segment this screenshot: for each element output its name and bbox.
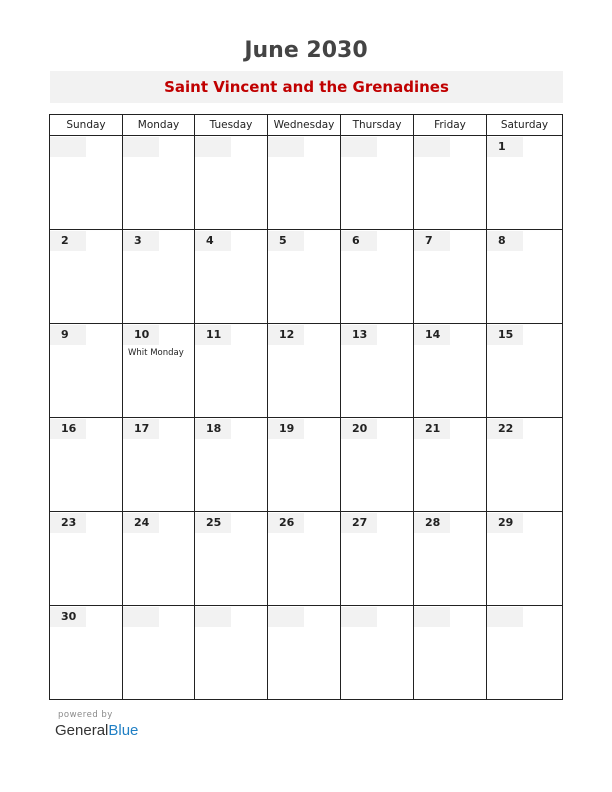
day-cell [123, 324, 195, 418]
weekday-header: Monday [123, 115, 195, 136]
week-row [50, 324, 563, 418]
day-number [195, 137, 231, 157]
day-number: 25 [195, 513, 231, 533]
brand-blue: Blue [108, 722, 139, 739]
day-number [123, 137, 159, 157]
week-row [50, 606, 563, 700]
holiday-label: Whit Monday [128, 348, 184, 358]
day-number [123, 607, 159, 627]
day-number: 18 [195, 419, 231, 439]
powered-by-label: powered by [58, 710, 113, 720]
weekday-header: Friday [414, 115, 487, 136]
day-cell [341, 230, 414, 324]
weekday-header: Thursday [341, 115, 414, 136]
day-number: 1 [487, 137, 523, 157]
day-number [341, 607, 377, 627]
week-row [50, 230, 563, 324]
day-number [268, 137, 304, 157]
weekday-header: Sunday [50, 115, 123, 136]
day-number: 23 [50, 513, 86, 533]
day-cell [268, 512, 341, 606]
weekday-header: Wednesday [268, 115, 341, 136]
day-cell [50, 418, 123, 512]
day-cell [341, 606, 414, 700]
day-number: 3 [123, 231, 159, 251]
day-cell [123, 230, 195, 324]
day-number: 24 [123, 513, 159, 533]
day-cell [341, 512, 414, 606]
day-number: 7 [414, 231, 450, 251]
weekday-header: Tuesday [195, 115, 268, 136]
day-cell [50, 606, 123, 700]
day-cell [487, 512, 563, 606]
day-cell [268, 606, 341, 700]
day-number: 16 [50, 419, 86, 439]
day-cell [341, 324, 414, 418]
day-number: 14 [414, 325, 450, 345]
day-number [414, 607, 450, 627]
day-cell [268, 324, 341, 418]
day-number: 15 [487, 325, 523, 345]
day-number: 27 [341, 513, 377, 533]
day-cell [195, 418, 268, 512]
day-number: 30 [50, 607, 86, 627]
day-cell [195, 230, 268, 324]
day-cell [414, 324, 487, 418]
day-cell [195, 324, 268, 418]
day-number [268, 607, 304, 627]
day-number: 4 [195, 231, 231, 251]
day-cell [341, 136, 414, 230]
week-row [50, 418, 563, 512]
day-cell [414, 136, 487, 230]
day-cell [123, 512, 195, 606]
day-cell [487, 606, 563, 700]
day-number [341, 137, 377, 157]
day-cell [414, 512, 487, 606]
day-cell [50, 512, 123, 606]
day-number: 22 [487, 419, 523, 439]
day-cell [268, 418, 341, 512]
day-number [195, 607, 231, 627]
day-cell [195, 606, 268, 700]
day-number: 11 [195, 325, 231, 345]
day-cell [50, 136, 123, 230]
day-number: 5 [268, 231, 304, 251]
day-number: 26 [268, 513, 304, 533]
day-number: 6 [341, 231, 377, 251]
day-number: 10 [123, 325, 159, 345]
day-cell [414, 606, 487, 700]
day-number [487, 607, 523, 627]
day-cell [50, 230, 123, 324]
weekday-header: Saturday [487, 115, 563, 136]
day-cell [268, 136, 341, 230]
day-number: 21 [414, 419, 450, 439]
day-cell [487, 230, 563, 324]
week-row [50, 136, 563, 230]
day-number: 12 [268, 325, 304, 345]
brand-general: General [55, 722, 109, 739]
day-cell [414, 418, 487, 512]
day-cell [195, 136, 268, 230]
weekday-header-row [50, 115, 563, 136]
page-title: June 2030 [244, 38, 368, 63]
country-banner [50, 71, 563, 103]
day-cell [123, 606, 195, 700]
day-cell [487, 418, 563, 512]
day-number [414, 137, 450, 157]
brand-logo[interactable] [55, 722, 138, 739]
day-number: 9 [50, 325, 86, 345]
day-number: 13 [341, 325, 377, 345]
country-name: Saint Vincent and the Grenadines [164, 78, 449, 96]
calendar-grid [49, 114, 563, 700]
day-cell [487, 136, 563, 230]
day-cell [195, 512, 268, 606]
day-cell [50, 324, 123, 418]
day-cell [123, 418, 195, 512]
day-cell [123, 136, 195, 230]
day-cell [341, 418, 414, 512]
week-row [50, 512, 563, 606]
day-cell [268, 230, 341, 324]
day-number: 29 [487, 513, 523, 533]
day-number: 17 [123, 419, 159, 439]
day-cell [487, 324, 563, 418]
day-number [50, 137, 86, 157]
day-number: 20 [341, 419, 377, 439]
day-cell [414, 230, 487, 324]
day-number: 2 [50, 231, 86, 251]
day-number: 8 [487, 231, 523, 251]
day-number: 19 [268, 419, 304, 439]
day-number: 28 [414, 513, 450, 533]
